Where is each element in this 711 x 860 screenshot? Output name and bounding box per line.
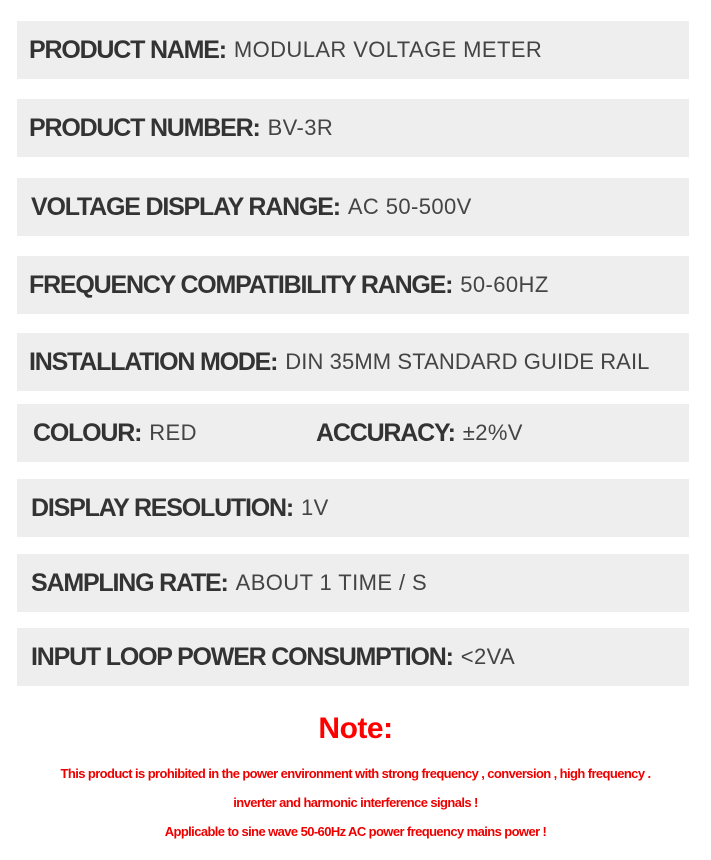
- spec-value: <2VA: [460, 644, 516, 669]
- spec-row-colour-accuracy: [17, 404, 689, 462]
- spec-value: BV-3R: [267, 115, 334, 140]
- note-title: Note:: [318, 712, 393, 745]
- note-line-1: This product is prohibited in the power environment with strong frequency , conversion , high frequency .: [60, 766, 651, 781]
- spec-row-sampling-rate: [17, 554, 689, 612]
- spec-label: VOLTAGE DISPLAY RANGE:: [31, 192, 340, 221]
- spec-row-power-consumption: [17, 628, 689, 686]
- spec-value: AC 50-500V: [347, 194, 472, 219]
- spec-label: INSTALLATION MODE:: [29, 347, 278, 376]
- spec-label: INPUT LOOP POWER CONSUMPTION:: [31, 642, 453, 671]
- spec-row-product-number: [17, 99, 689, 157]
- spec-row-display-resolution: [17, 479, 689, 537]
- spec-label: PRODUCT NUMBER:: [29, 113, 260, 142]
- spec-row-installation-mode: [17, 333, 689, 391]
- note-line-3: Applicable to sine wave 50-60Hz AC power frequency mains power !: [164, 824, 547, 839]
- spec-value: ABOUT 1 TIME / S: [235, 570, 428, 595]
- spec-row-voltage-range: [17, 178, 689, 236]
- spec-value: ±2%V: [462, 420, 523, 445]
- accuracy-cell: [316, 419, 523, 448]
- spec-label: ACCURACY:: [316, 418, 455, 447]
- spec-label: DISPLAY RESOLUTION:: [31, 493, 293, 522]
- spec-label: COLOUR:: [33, 418, 142, 447]
- spec-value: DIN 35MM STANDARD GUIDE RAIL: [285, 349, 650, 374]
- note-line-2: inverter and harmonic interference signals !: [233, 795, 478, 810]
- spec-value: MODULAR VOLTAGE METER: [233, 37, 543, 62]
- spec-value: 1V: [300, 495, 329, 520]
- spec-label: FREQUENCY COMPATIBILITY RANGE:: [29, 270, 453, 299]
- spec-label: PRODUCT NAME:: [29, 35, 226, 64]
- spec-row-product-name: [17, 21, 689, 79]
- spec-value: RED: [149, 420, 197, 445]
- spec-label: SAMPLING RATE:: [31, 568, 228, 597]
- spec-row-frequency-range: [17, 256, 689, 314]
- colour-cell: [33, 419, 316, 448]
- spec-value: 50-60HZ: [460, 272, 549, 297]
